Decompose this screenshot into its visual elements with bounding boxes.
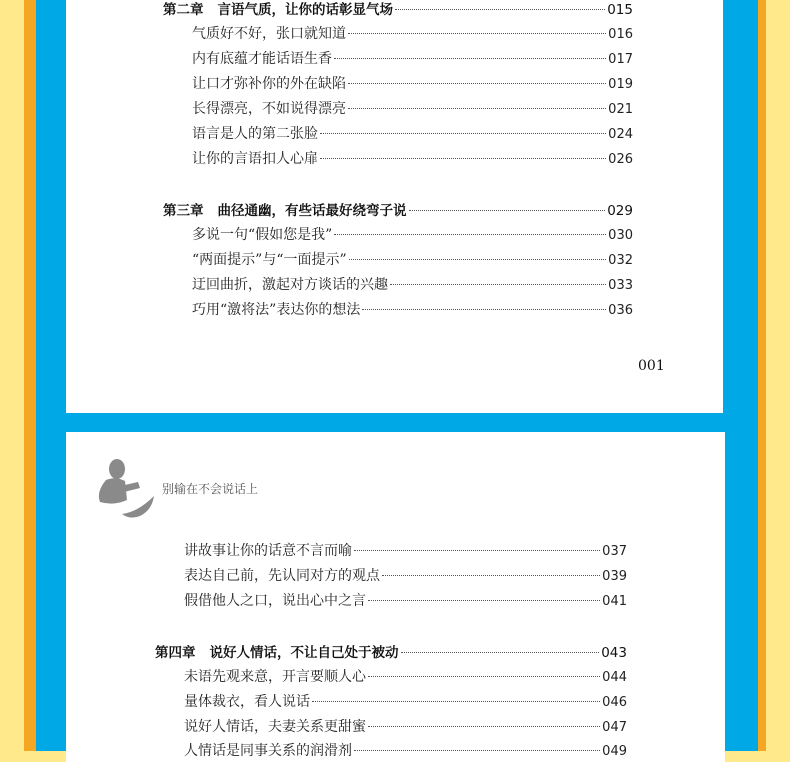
chapter-title: 曲径通幽，有些话最好绕弯子说 (217, 203, 407, 219)
toc-entry: 长得漂亮，不如说得漂亮 021 (192, 101, 633, 117)
toc-entry: 巧用“激将法”表达你的想法 036 (192, 302, 633, 318)
toc-entry: 说好人情话，夫妻关系更甜蜜 047 (184, 719, 627, 735)
chapter-label: 第四章 (155, 645, 196, 661)
toc-entry: “两面提示”与“一面提示” 032 (192, 252, 633, 268)
page-number: 001 (638, 358, 665, 374)
toc-page-top (66, 0, 723, 413)
toc-entry: 量体裁衣，看人说话 046 (184, 694, 627, 710)
leader-dots (409, 210, 606, 211)
left-orange-stripe (24, 0, 36, 751)
page-ref: 029 (607, 203, 633, 219)
toc-entry: 语言是人的第二张脸 024 (192, 126, 633, 142)
running-head: 别输在不会说话上 (162, 482, 259, 496)
toc-entry: 气质好不好，张口就知道 016 (192, 26, 633, 42)
toc-entry: 表达自己前，先认同对方的观点 039 (184, 568, 627, 584)
chapter-label: 第三章 (163, 203, 204, 219)
page-ref: 043 (601, 645, 627, 661)
toc-entry: 让你的言语扣人心扉 026 (192, 151, 633, 167)
toc-entry: 人情话是同事关系的润滑剂 049 (184, 743, 627, 759)
toc-entry: 让口才弥补你的外在缺陷 019 (192, 76, 633, 92)
toc-entry: 假借他人之口，说出心中之言 041 (184, 593, 627, 609)
leader-dots (401, 652, 600, 653)
toc-entry: 内有底蕴才能话语生香 017 (192, 51, 633, 67)
chapter-title: 言语气质，让你的话彰显气场 (217, 2, 393, 18)
chapter-label: 第二章 (163, 2, 204, 18)
reader-icon (94, 456, 156, 520)
toc-entry: 未语先观来意，开言要顺人心 044 (184, 669, 627, 685)
chapter-2-heading (163, 0, 633, 18)
toc-page-bottom (66, 432, 725, 762)
toc-entry: 多说一句“假如您是我” 030 (192, 227, 633, 243)
chapter-4-heading (155, 641, 627, 661)
toc-entry: 讲故事让你的话意不言而喻 037 (184, 543, 627, 559)
right-orange-stripe (758, 0, 766, 751)
chapter-3-heading (163, 199, 633, 219)
chapter-title: 说好人情话，不让自己处于被动 (209, 645, 399, 661)
toc-entry: 迂回曲折，激起对方谈话的兴趣 033 (192, 277, 633, 293)
leader-dots (395, 9, 605, 10)
page-ref: 015 (607, 2, 633, 18)
